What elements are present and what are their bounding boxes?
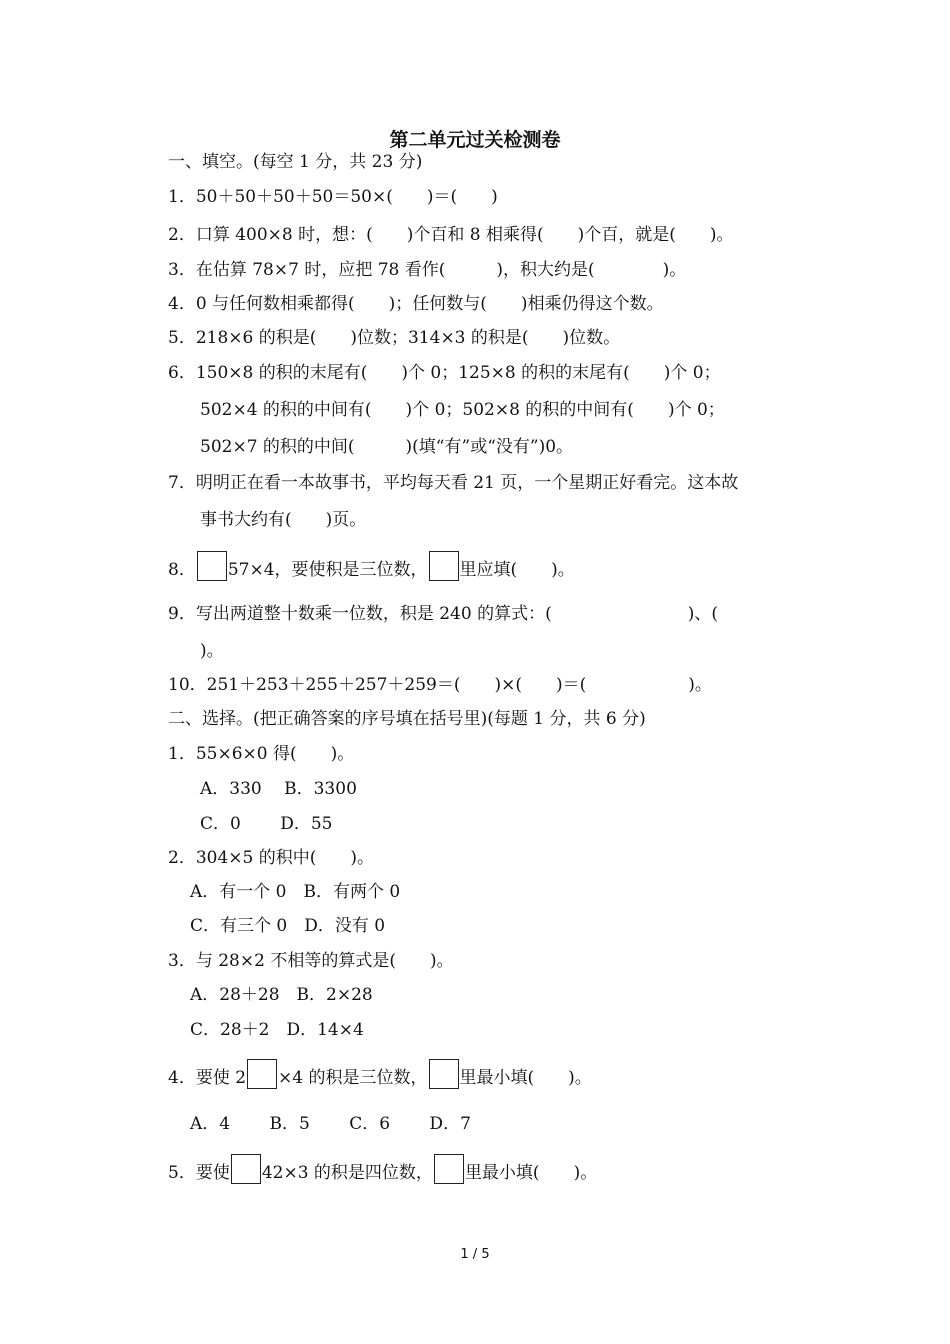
- question-1-1: 1．50＋50＋50＋50＝50×( )＝( ): [168, 187, 498, 207]
- question-2-4-mid: ×4 的积是三位数，: [278, 1068, 428, 1088]
- question-2-5-post: 里最小填( )。: [464, 1163, 598, 1183]
- answer-box: [434, 1154, 464, 1184]
- section2-heading: 二、选择。(把正确答案的序号填在括号里)(每题 1 分，共 6 分): [168, 709, 646, 729]
- question-2-4-options: A．4 B．5 C．6 D．7: [190, 1114, 471, 1134]
- question-1-10: 10．251＋253＋255＋257＋259＝( )×( )＝( )。: [168, 675, 712, 695]
- question-2-3-options-a: A．28＋28 B．2×28: [190, 985, 373, 1005]
- question-1-9b: )。: [200, 641, 224, 661]
- page-title: 第二单元过关检测卷: [389, 129, 561, 151]
- question-2-2: 2．304×5 的积中( )。: [168, 848, 374, 868]
- question-2-2-options-a: A．有一个 0 B．有两个 0: [190, 882, 401, 902]
- question-2-2-options-b: C．有三个 0 D．没有 0: [190, 916, 386, 936]
- question-2-5: [168, 1154, 597, 1184]
- question-1-6c: 502×7 的积的中间( )(填“有”或“没有”)0。: [200, 437, 574, 457]
- question-1-6a: 6．150×8 的积的末尾有( )个 0；125×8 的积的末尾有( )个 0；: [168, 363, 721, 383]
- question-1-3: 3．在估算 78×7 时，应把 78 看作( )，积大约是( )。: [168, 260, 687, 280]
- answer-box: [429, 1059, 459, 1089]
- question-1-8-post: 里应填( )。: [459, 560, 575, 580]
- question-1-8-prefix: 8．: [168, 560, 196, 580]
- section1-heading: 一、填空。(每空 1 分，共 23 分): [168, 152, 423, 172]
- answer-box: [197, 551, 227, 581]
- question-2-4-post: 里最小填( )。: [459, 1068, 592, 1088]
- page-number: 1 / 5: [460, 1247, 490, 1262]
- question-2-1-options-a: A．330 B．3300: [200, 779, 357, 799]
- question-1-7b: 事书大约有( )页。: [200, 510, 367, 530]
- answer-box: [429, 551, 459, 581]
- question-1-5: 5．218×6 的积是( )位数；314×3 的积是( )位数。: [168, 328, 621, 348]
- question-2-1-options-b: C．0 D．55: [200, 814, 333, 834]
- question-1-7a: 7．明明正在看一本故事书，平均每天看 21 页，一个星期正好看完。这本故: [168, 473, 739, 493]
- question-2-5-prefix: 5．要使: [168, 1163, 230, 1183]
- question-2-1: 1．55×6×0 得( )。: [168, 744, 355, 764]
- question-1-8: [168, 551, 575, 581]
- question-2-5-mid: 42×3 的积是四位数，: [261, 1163, 433, 1183]
- question-2-4: [168, 1059, 592, 1089]
- answer-box: [231, 1154, 261, 1184]
- question-1-9a: 9．写出两道整十数乘一位数，积是 240 的算式：( )、(: [168, 604, 718, 624]
- answer-box: [247, 1059, 277, 1089]
- question-2-3: 3．与 28×2 不相等的算式是( )。: [168, 951, 454, 971]
- question-2-3-options-b: C．28＋2 D．14×4: [190, 1020, 364, 1040]
- question-2-4-prefix: 4．要使 2: [168, 1068, 247, 1088]
- question-1-8-mid: 57×4，要使积是三位数，: [227, 560, 428, 580]
- question-1-6b: 502×4 的积的中间有( )个 0；502×8 的积的中间有( )个 0；: [200, 400, 725, 420]
- question-1-2: 2．口算 400×8 时，想：( )个百和 8 相乘得( )个百，就是( )。: [168, 225, 734, 245]
- question-1-4: 4．0 与任何数相乘都得( )；任何数与( )相乘仍得这个数。: [168, 294, 664, 314]
